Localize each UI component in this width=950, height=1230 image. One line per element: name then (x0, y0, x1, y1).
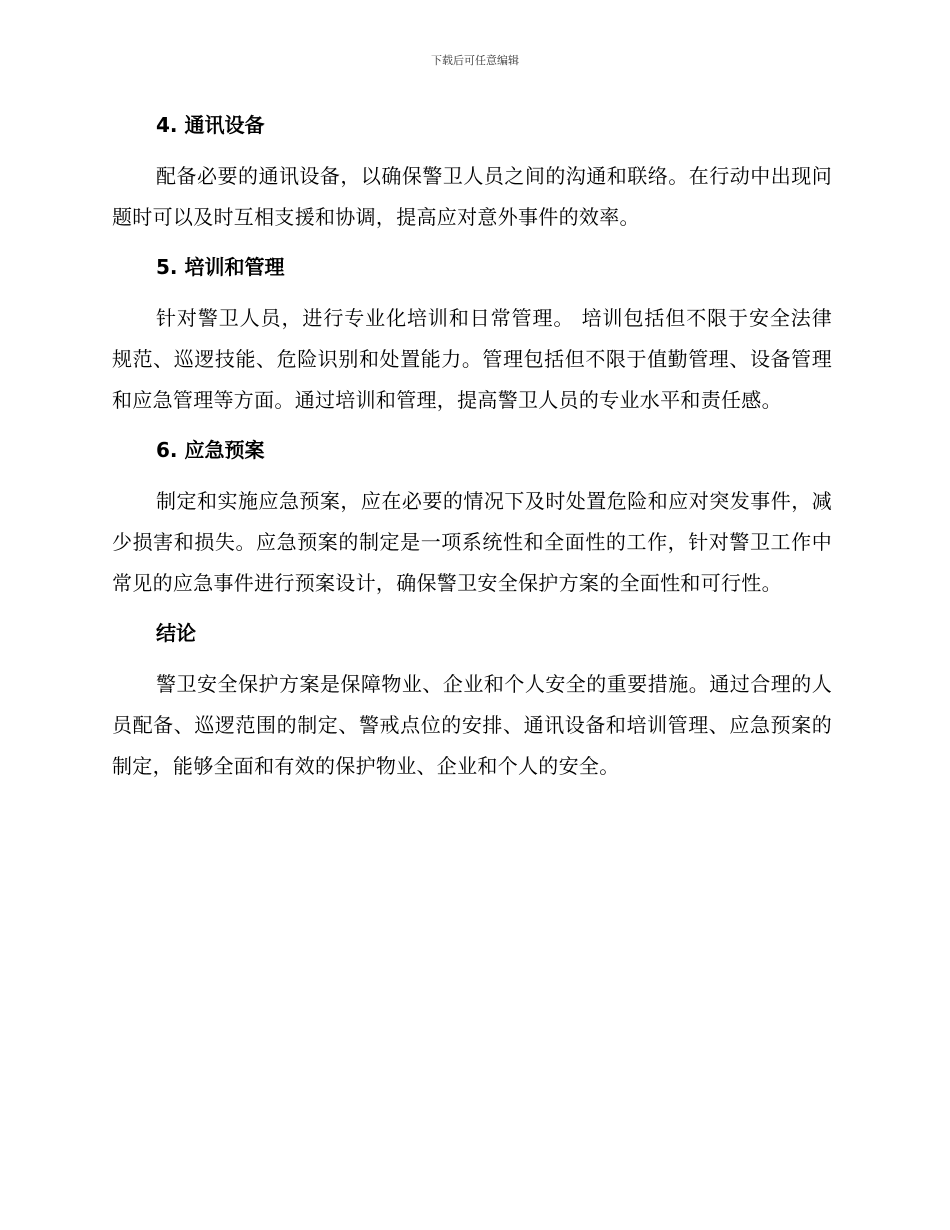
section-training (112, 252, 832, 421)
document-body (112, 110, 832, 801)
section-heading: 5. 培训和管理 (156, 255, 285, 279)
section-heading: 结论 (156, 621, 196, 645)
section-conclusion (112, 618, 832, 787)
section-paragraph: 针对警卫人员，进行专业化培训和日常管理。 培训包括但不限于安全法律规范、巡逻技能、危险识别和处置能力。管理包括但不限于值勤管理、设备管理和应急管理等方面。通过培训和管理，提高警卫人员的专业水平和责任感。 (112, 306, 832, 412)
section-paragraph: 警卫安全保护方案是保障物业、企业和个人安全的重要措施。通过合理的人员配备、巡逻范围的制定、警戒点位的安排、通讯设备和培训管理、应急预案的制定，能够全面和有效的保护物业、企业和个人的安全。 (112, 672, 832, 778)
section-paragraph: 配备必要的通讯设备，以确保警卫人员之间的沟通和联络。在行动中出现问题时可以及时互相支援和协调，提高应对意外事件的效率。 (112, 164, 832, 229)
section-heading: 4. 通讯设备 (156, 113, 265, 137)
section-communication (112, 110, 832, 238)
page-header: 下载后可任意编辑 (431, 54, 519, 67)
section-heading: 6. 应急预案 (156, 438, 265, 462)
section-emergency-plan (112, 435, 832, 604)
section-paragraph: 制定和实施应急预案，应在必要的情况下及时处置危险和应对突发事件，减少损害和损失。应急预案的制定是一项系统性和全面性的工作，针对警卫工作中常见的应急事件进行预案设计，确保警卫安全保护方案的全面性和可行性。 (112, 489, 832, 595)
